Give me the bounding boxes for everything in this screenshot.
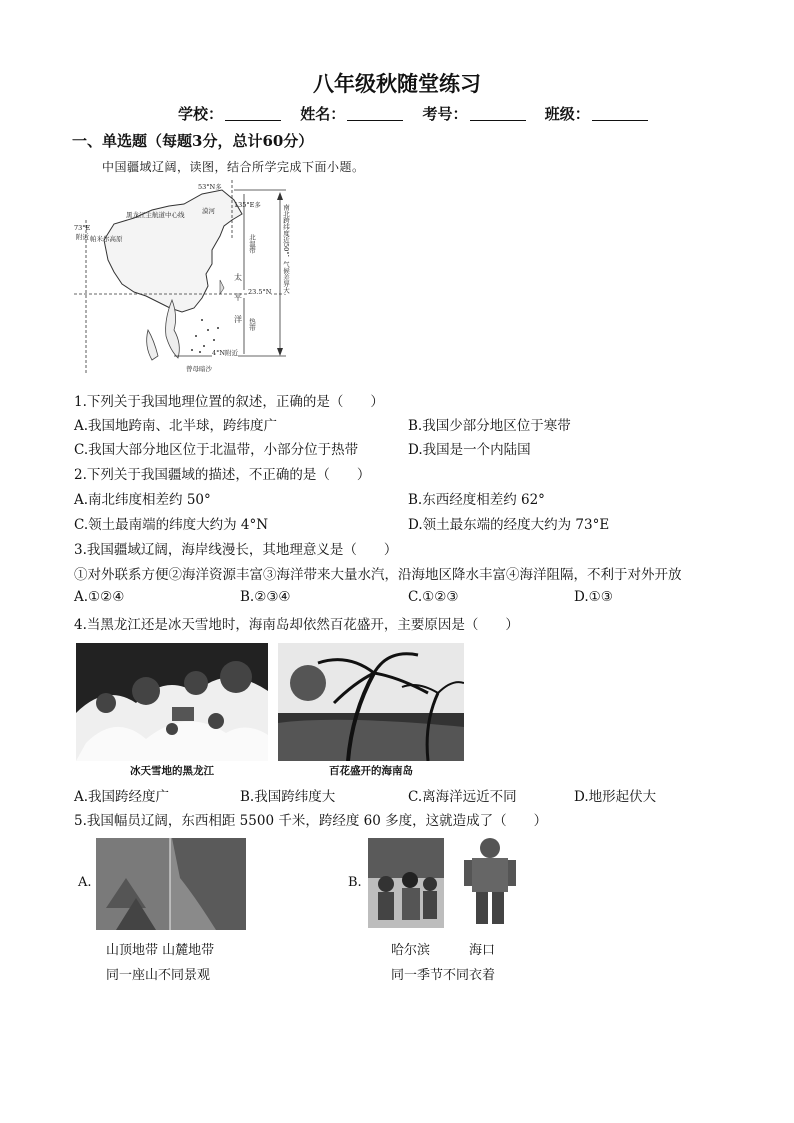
china-map-figure: [74, 180, 304, 374]
question-2-option-d[interactable]: D.领土最东端的经度大约为 73°E: [408, 517, 610, 533]
hainan-caption: 百花盛开的海南岛: [329, 765, 413, 777]
map-label-heilong: 黑龙江主航道中心线: [126, 211, 185, 219]
question-5-choice-b-letter[interactable]: B.: [348, 875, 362, 890]
question-5-choice-b-caption: 同一季节不同衣着: [391, 968, 496, 983]
question-5-choice-a-caption: 同一座山不同景观: [106, 968, 211, 983]
mountain-svg: [96, 838, 246, 930]
hainan-photo: [278, 643, 464, 781]
map-label-span: 南北跨纬度近50°，气候差异大: [282, 204, 290, 294]
class-blank[interactable]: [592, 106, 648, 121]
question-2-option-a[interactable]: A.南北纬度相差约 50°: [74, 492, 211, 508]
heilongjiang-caption: 冰天雪地的黑龙江: [130, 765, 214, 777]
question-5-choice-b-labels: 哈尔滨 海口: [391, 943, 496, 958]
map-label-pacific-2: 平: [234, 293, 242, 302]
map-label-73e: 73°E: [74, 224, 91, 232]
question-5-choice-a-letter[interactable]: A.: [78, 875, 92, 890]
intro-text: 中国疆域辽阔，读图，结合所学完成下面小题。: [102, 160, 365, 174]
question-1-option-b[interactable]: B.我国少部分地区位于寒带: [408, 418, 571, 434]
question-4-option-a[interactable]: A.我国跨经度广: [74, 789, 170, 805]
question-3-detail: ①对外联系方便②海洋资源丰富③海洋带来大量水汽，沿海地区降水丰富④海洋阻隔，不利于对外开放: [74, 567, 682, 583]
name-label: 姓名：: [300, 105, 346, 123]
question-5-choice-a-labels: 山顶地带 山麓地带: [106, 943, 215, 958]
map-label-pacific-3: 洋: [234, 315, 242, 324]
question-3-stem: 3.我国疆域辽阔，海岸线漫长，其地理意义是（ ）: [74, 542, 398, 558]
exam-no-label: 考号：: [422, 105, 468, 123]
mountain-landscape-photo: [96, 838, 246, 930]
clothing-comparison-photo: [364, 834, 524, 930]
clothing-svg: [364, 834, 524, 930]
map-label-pacific-1: 太: [234, 273, 242, 282]
question-3-option-c[interactable]: C.①②③: [408, 589, 459, 605]
map-label-tropics: 热带: [248, 318, 256, 331]
tropical-scene-svg: [278, 643, 464, 761]
question-1-option-a[interactable]: A.我国地跨南、北半球，跨纬度广: [74, 418, 278, 434]
heilongjiang-photo: [76, 643, 268, 781]
question-1-option-c[interactable]: C.我国大部分地区位于北温带，小部分位于热带: [74, 442, 359, 458]
school-blank[interactable]: [225, 106, 281, 121]
question-4-stem: 4.当黑龙江还是冰天雪地时，海南岛却依然百花盛开，主要原因是（ ）: [74, 617, 519, 633]
map-label-zengmu: 曾母暗沙: [186, 365, 212, 373]
map-label-4n: 4°N附近: [212, 349, 239, 357]
question-2-option-b[interactable]: B.东西经度相差约 62°: [408, 492, 545, 508]
question-3-option-b[interactable]: B.②③④: [240, 589, 291, 605]
map-label-135e: 135°E多: [234, 201, 261, 209]
question-2-option-c[interactable]: C.领土最南端的纬度大约为 4°N: [74, 517, 269, 533]
question-1-option-d[interactable]: D.我国是一个内陆国: [408, 442, 531, 458]
exam-no-blank[interactable]: [470, 106, 526, 121]
question-3-option-d[interactable]: D.①③: [574, 589, 613, 605]
map-label-pamir: 帕米尔高原: [90, 235, 123, 243]
map-label-temperate: 北温带: [248, 234, 256, 254]
snow-scene-svg: [76, 643, 268, 761]
map-label-73e-near: 附近: [76, 233, 89, 241]
question-1-stem: 1.下列关于我国地理位置的叙述，正确的是（ ）: [74, 394, 384, 410]
map-label-mohe: 漠河: [202, 207, 215, 215]
class-label: 班级：: [544, 105, 590, 123]
map-label-53n: 53°N多: [198, 183, 222, 191]
page-title: 八年级秋随堂练习: [313, 71, 481, 96]
china-map-svg: [74, 180, 304, 374]
section-heading: 一、单选题（每题3分，总计60分）: [72, 132, 314, 150]
map-label-23n: 23.5°N: [248, 288, 272, 296]
question-2-stem: 2.下列关于我国疆域的描述，不正确的是（ ）: [74, 467, 371, 483]
question-4-option-d[interactable]: D.地形起伏大: [574, 789, 657, 805]
question-4-option-b[interactable]: B.我国跨纬度大: [240, 789, 336, 805]
name-blank[interactable]: [347, 106, 403, 121]
school-label: 学校：: [178, 105, 224, 123]
question-3-option-a[interactable]: A.①②④: [74, 589, 125, 605]
student-info-line: [178, 103, 662, 124]
question-4-option-c[interactable]: C.离海洋远近不同: [408, 789, 517, 805]
question-5-stem: 5.我国幅员辽阔，东西相距 5500 千米，跨经度 60 多度，这就造成了（ ）: [74, 813, 548, 829]
